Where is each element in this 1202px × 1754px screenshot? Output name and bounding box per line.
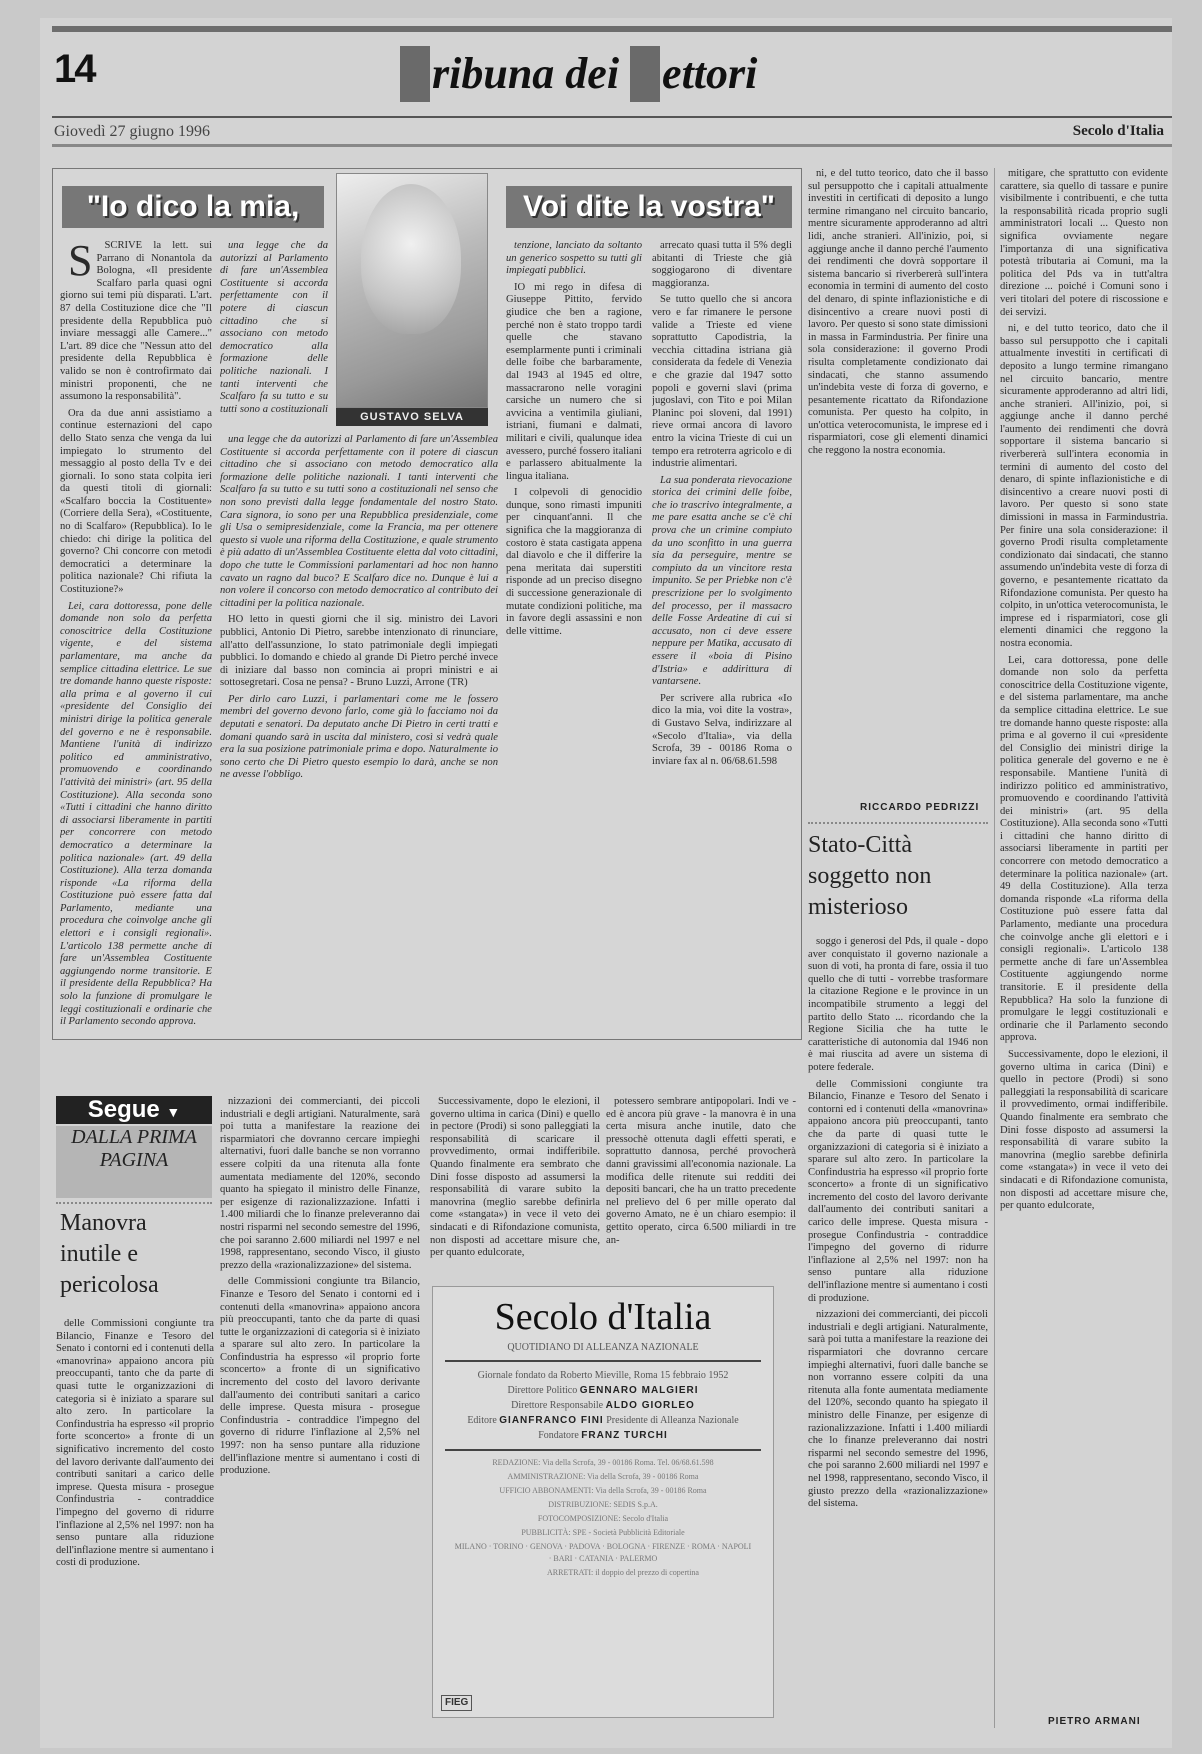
editor-label: Editore — [467, 1415, 497, 1426]
rubric-column-2 — [220, 240, 328, 416]
manovra-column-2 — [220, 1096, 420, 1722]
letter-text-3b: IO mi rego in difesa di Giuseppe Pittito, fervido giudice che ben a ragione, perché non è stato troppo tardi quelle che stavano esemplarmente punti i criminali delle foibe che barbaramente, dal 1943 al 1945 ed oltre, massacrarono nelle voragini carsiche un numero che si avvicina a ventimila giuliani, istriani, fiumani e dalmati, militari e civili, qualunque idea avessero, purché fossero italiani e parlassero abitualmente la lingua italiana. — [506, 281, 642, 482]
colophon-detail: UFFICIO ABBONAMENTI: Via della Scrofa, 39 - 00186 Roma — [499, 1486, 707, 1495]
issue-date: Giovedì 27 giugno 1996 — [54, 123, 210, 140]
top-rule — [52, 26, 1172, 32]
manovra-column-3 — [430, 1096, 600, 1272]
stato-citta-text-1: soggo i generosi del Pds, il quale - dopo aver conquistato il governo nazionale a suon di voti, ha pronta di fare, ossia il tuo quello che di tutti - vorrebbe trasformare la citazione Regione e le province in un incompatibile strumento a leggi del partito dello Stato ... ricordando che la Regione Sicilia che ha tutte le caratteristiche di autonomia dal 1946 non è mai riuscita ad avere un sistema di potere federale. — [808, 936, 988, 1073]
resp-label: Direttore Responsabile — [511, 1400, 604, 1411]
fieg-logo: FIEG — [441, 1695, 472, 1711]
reply-text-2-cont: una legge che da autorizzi al Parlamento di fare un'Assemblea Costituente si accorda perfettamente con il potere di ciascun cittadino che si associano con metodo democratico alla formazione delle politiche nazionali. I tanti interventi che Scalfaro fa su tutto e su tutti sono a costituzionali nel senso che non sono previsti dalla legge fondamentale del nostro Stato. Cara signora, io sono per una Repubblica presidenziale, come gli Usa o semipresidenziale, come la Francia, ma per ottenere questo si vuole una riforma della Costituzione, e quale strumento è più adatto di un'Assemblea Costituente eletta dal voto cittadini, dopo che tutte le Commissioni parlamentari ad hoc non hanno cavato un ragno dal buco? E Scalfaro dice no. Dunque è lui a non volere il concorso con metodo democratico al contributo dei cittadini per la politica nazionale. — [220, 434, 498, 609]
segue-label — [56, 1096, 212, 1124]
director-label: Direttore Politico — [507, 1385, 578, 1396]
rubric-title-left: "Io dico la mia, — [62, 186, 324, 228]
founder-name: FRANZ TURCHI — [581, 1430, 668, 1441]
reply-text-2: una legge che da autorizzi al Parlamento di fare un'Assemblea Costituente si accorda perfettamente con il potere di ciascun cittadino che si associano con metodo democratico alla formazione delle politiche nazionali. I tanti interventi che Scalfaro fa su tutto e su tutti sono a costituzionali — [220, 240, 328, 415]
section-masthead — [400, 46, 840, 112]
letter-text-1b: Ora da due anni assistiamo a continue esternazioni del capo dello Stato senza che venga da lui impiegato lo strumento del messaggio al posto della Tv e dei giornali. Io sono stata colpita ieri da questi titoli di giornali: «Scalfaro boccia la Costituente» (Corriere della Sera), «Costituente, no di Scalfaro» (Repubblica). Io le chiedo: chi dirige la politica del governo? Chi concorre con metodi democratici a determinare la politica nazionale? Chi rifiuta la Costituzione?» — [60, 407, 212, 596]
rubric-title-right: Voi dite la vostra" — [506, 186, 792, 228]
newspaper-page — [40, 18, 1172, 1748]
colophon-director — [433, 1383, 773, 1398]
brand-name: Secolo d'Italia — [1072, 123, 1164, 139]
letter-text-1a: SCRIVE la lett. sui Parrano di Nonantola da Bologna, «Il presidente Scalfaro parla quasi ogni giorno sui temi più disparati. L'art. 87 della Costituzione dice che "Il presidente della Repubblica può inviare messaggi alle Camere..." L'art. 89 dice che "Nessun atto del presidente della Repubblica è valido se non è controfirmato dai ministri proponenti, che ne assumono la responsabilità". — [60, 240, 212, 403]
pedrizzi-text: ni, e del tutto teorico, dato che il basso sul persuppotto che i capitali attualmente investiti in certificati di deposito a lungo termine rimangano nel circuito bancario, mentre sicuramente approderanno ad altri lidi, anche stranieri. All'inizio, poi, si aggiunge anche il danno perché l'aumento dei rendimenti che dovrà sopportare il sistema bancario si riverbererà sull'intera economia in termini di aumento del costo del denaro, di spinte inflazionistiche e di disincentivo a creare nuovi posti di lavoro. Per questo si sono state dimissioni in massa in Farmindustria. Per finire una sola considerazione: il governo Prodi risulta completamente condizionato dai sindacati, che stanno assumendo un'indebita veste di forza di governo, e pesantemente ricattato da Rifondazione comunista. Per questo ha colpito, in un'ottica veterocomunista, le imprese ed i risparmiatori, cose gli elementi dinamici che reggono la nostra economia. — [808, 168, 988, 457]
colophon-rule — [445, 1360, 761, 1362]
masthead-text-2: ettori — [662, 49, 758, 98]
colophon-detail: MILANO · TORINO · GENOVA · PADOVA · BOLOGNA · FIRENZE · ROMA · NAPOLI · BARI · CATANIA · PALERMO — [454, 1542, 752, 1563]
masthead-letter-block-l — [630, 46, 660, 102]
colophon-box — [432, 1286, 774, 1718]
triangle-down-icon: ▼ — [166, 1104, 181, 1120]
manovra-text-3: Successivamente, dopo le elezioni, il governo ultima in carica (Dini) e quello in pectore (Prodi) si sono palleggiati la responsabilità di scaricare il provvedimento, ormai indifferibile. Quando finalmente era sembrato che Dini fosse disposto ad assumersi la responsabilità di varare subito la manovrina (meglio sarebbe definirla come «stangata») in vece il veto dei sindacati e di Rifondazione comunista, non disposti ad accettare misure che, per quanto edulcorate, — [430, 1096, 600, 1259]
column-rule — [994, 168, 995, 1728]
drop-cap-s: S — [68, 240, 93, 285]
brand-rule — [52, 144, 1172, 147]
photo-caption: GUSTAVO SELVA — [336, 408, 488, 426]
manovra-headline: Manovra inutile e pericolosa — [60, 1210, 159, 1298]
reply-text-4: La sua ponderata rievocazione storica dei crimini delle foibe, che io trascrivo integralmente, a me pare esatta anche se c'è chi prova che un crimine compiuto da uno sconfitto in una guerra sia da perseguire, mentre se compiuto da un vincitore resta impunito. Se per Priebke non c'è prescrizione per lo svolgimento del processo, per il massacro delle Fosse Ardeatine di cui si accusato, non ci deve essere neppure per Matika, accusato di essere il «boia di Pisino d'Istria» e addirittura di vantarsene. — [652, 474, 792, 688]
stato-citta-text-2c: Lei, cara dottoressa, pone delle domande non solo da perfetta conoscitrice della Costituzione vigente, e del sistema parlamentare, ma anche da semplice cittadina elettrice. Le sue tre domande hanno queste risposte: alla prima e al governo il cui «presidente del Consiglio dei ministri dirige la politica generale del governo e ne è responsabile. Mantiene l'unità di indirizzo politico ed amministrativo, promuovendo e coordinando l'attività dei ministri» (art. 95 della Costituzione). Alla seconda sono «Tutti i cittadini che hanno diritto di associarsi liberamente in partiti per concorrere con metodo democratico a determinare la politica nazionale» (art. 49 della Costituzione). Alla terza domanda risponde «La riforma della Costituzione può essere fatta dal Parlamento, mediante una procedura che coinvolge anche gli elettori e i consigli regionali». L'articolo 138 permette anche di fare un'Assemblea Costituente aggiungendo norme transitorie. E il presidente della Repubblica? Ha solo la funzione di promulgare le leggi costituzionali e ordinarie che il Parlamento secondo approva. — [1000, 654, 1168, 1044]
colophon-detail: DISTRIBUZIONE: SEDIS S.p.A. — [548, 1500, 658, 1509]
pedrizzi-byline: RICCARDO PEDRIZZI — [860, 802, 980, 813]
colophon-founder — [433, 1428, 773, 1443]
colophon-detail: ARRETRATI: il doppio del prezzo di copertina — [547, 1568, 699, 1577]
portrait-face — [361, 184, 461, 334]
stato-citta-column-1 — [808, 936, 988, 1722]
stato-citta-text-1c: nizzazioni dei commercianti, dei piccoli industriali e degli artigiani. Naturalmente, sarà poi tutta a manifestare la reazione dei risparmiatori che dovranno cercare impieghi alternativi, fuori dalle banche se non vorranno essere colpiti da una ritenuta alla fonte aumentata mediamente del 120%, secondo quanto ha spiegato il ministro delle Finanze, per esigenze di razionalizzazione. Infatti i 1.400 miliardi che lo finanze preleveranno dai nostri risparmi nel secondo semestre del 1996, che poi saranno 2.600 miliardi nel 1997 e nel 1998, rappresentano, secondo Visco, il giusto prezzo della «razionalizzazione» del sistema. — [808, 1309, 988, 1510]
manovra-column-1 — [56, 1318, 214, 1722]
masthead-letter-block-t — [400, 46, 430, 102]
editor-name: GIANFRANCO FINI — [499, 1415, 604, 1426]
colophon-detail: AMMINISTRAZIONE: Via della Scrofa, 39 - 00186 Roma — [507, 1472, 699, 1481]
author-photo — [336, 173, 488, 408]
stato-citta-text-2: mitigare, che sprattutto con evidente carattere, sia quello di tassare e punire visibilmente i contribuenti, e che tutta la responsabilità ricada proprio sugli amministratori locali ... Questo non significa ovviamente negare l'importanza di una significativa potestà tributaria ai Comuni, ma la politica del Pds va in tutt'altra direzione ... poiché i Comuni sono i veri titolari del potere di riscossione e dei servizi. — [1000, 168, 1168, 318]
header-rule — [52, 116, 1172, 118]
stato-citta-text-2b: ni, e del tutto teorico, dato che il basso sul persuppotto che i capitali attualmente investiti in certificati di deposito a lungo termine rimangano nel circuito bancario, mentre sicuramente approderanno ad altri lidi, anche stranieri. All'inizio, poi, si aggiunge anche il danno perché l'aumento dei rendimenti che dovrà sopportare il sistema bancario si riverbererà sull'intera economia in termini di aumento del costo del denaro, di spinte inflazionistiche e di disincentivo a creare nuovi posti di lavoro. Per questo si sono state dimissioni in massa in Farmindustria. Per finire una sola considerazione: il governo Prodi risulta completamente condizionato dai sindacati, che stanno assumendo un'indebita veste di forza di governo, e pesantemente ricattato da Rifondazione comunista. Per questo ha colpito, in un'ottica veterocomunista, le imprese ed i risparmiatori, cose gli elementi dinamici che reggono la nostra economia. — [1000, 323, 1168, 649]
letter-text-2b: HO letto in questi giorni che il sig. ministro dei Lavori pubblici, Antonio Di Pietro, sarebbe intenzionato di rinunciare, all'atto dell'assunzione, lo stato patrimoniale degli impiegati pubblici. Io domando e chiedo al grande Di Pietro perché invece di iniziare dal basso non comincia ai propri ministri e ai sottosegretari. Cosa ne pensa? - Bruno Luzzi, Arrone (TR) — [220, 614, 498, 689]
reply-text-1: Lei, cara dottoressa, pone delle domande non solo da perfetta conoscitrice della Costituzione vigente, e del sistema parlamentare, ma anche da semplice cittadina elettrice. Le sue tre domande hanno queste risposte: alla prima e al governo il cui «presidente del Consiglio dei ministri dirige la politica generale del governo e ne è responsabile. Mantiene l'unità di indirizzo politico ed amministrativo, promuovendo e coordinando l'attività dei ministri» (art. 95 della Costituzione). Alla seconda sono «Tutti i cittadini che hanno diritto di associarsi liberamente in partiti per concorrere con metodo democratico a determinare la politica nazionale» (art. 49 della Costituzione). Alla terza domanda risponde «La riforma della Costituzione può essere fatta dal Parlamento, mediante una procedura che coinvolge anche gli elettori e i consigli regionali». L'articolo 138 permette anche di fare un'Assemblea Costituente aggiungendo norme transitorie. E il presidente della Repubblica? Ha solo la funzione di promulgare le leggi costituzionali e ordinarie che il Parlamento secondo approva. — [60, 600, 212, 1028]
manovra-text-1: delle Commissioni congiunte tra Bilancio, Finanze e Tesoro del Senato i contorni ed i contenuti della «manovrina» appaiono ancora più preoccupanti, tanto che da parte di quasi tutte le organizzazioni di categoria si è iniziato a sparare sul alto zero. In particolare la Confindustria ha espresso «il proprio forte sconcerto» a fronte di un significativo incremento del costo del lavoro derivante dall'aumento dei contributi sanitari a carico delle imprese. Questa misura - prosegue Confindustria - contraddice l'impegno del governo di ridurre l'inflazione al 2,5% nel 1997: non ha senso puntare alla riduzione dell'inflazione mentre si aumentano i costi di produzione. — [56, 1318, 214, 1569]
editor-role: Presidente di Alleanza Nazionale — [606, 1415, 739, 1426]
letter-text-4b: Se tutto quello che si ancora vero e far rimanere le persone valide a Trieste ed viene soprattutto Capodistria, la vecchia cittadina istriana già considerata da fedele di Venezia e che grazie dal 1947 sotto popoli e governi slavi (prima jugoslavi, con Tito e poi Milan Planinc poi sloveni, dal 1991) rieve ormai ancora di lavoro entro la vicina Trieste di cui un tempo era retroterra agricolo e di industrie alimentari. — [652, 294, 792, 470]
reply-text-3: tenzione, lanciato da soltanto un generico sospetto su tutti gli impiegati pubblici. — [506, 240, 642, 277]
colophon-rule-2 — [445, 1449, 761, 1451]
reply-text-2b: Per dirlo caro Luzzi, i parlamentari come me le fossero membri del governo devono farlo, come già lo facciamo noi da deputati e senatori. Da deputato anche Di Pietro in certi tratti e domani quando sarà in uscita dal ministero, così si vedrà quale era la sua posizione patrimoniale prima e dopo. Naturalmente io sono certo che Di Pietro questo esempio lo darà, anche se non ne avesse l'obbligo. — [220, 693, 498, 781]
colophon-detail: FOTOCOMPOSIZIONE: Secolo d'Italia — [537, 1514, 669, 1523]
stato-citta-text-1b: delle Commissioni congiunte tra Bilancio, Finanze e Tesoro del Senato i contorni ed i contenuti della «manovrina» appaiono ancora più preoccupanti, tanto che da parte di quasi tutte le organizzazioni di categoria si è iniziato a sparare sul alto zero. In particolare la Confindustria ha espresso «il proprio forte sconcerto» a fronte di un significativo incremento del costo del lavoro derivante dall'aumento dei contributi sanitari a carico delle imprese. Questa misura - prosegue Confindustria - contraddice l'impegno del governo di ridurre l'inflazione al 2,5% nel 1997: non ha senso puntare alla riduzione dell'inflazione mentre si aumentano i costi di produzione. — [808, 1078, 988, 1304]
manovra-divider — [56, 1202, 212, 1204]
rubric-column-4 — [652, 240, 792, 1030]
colophon-resp — [433, 1398, 773, 1413]
founder-label: Fondatore — [538, 1430, 579, 1441]
colophon-logo: Secolo d'Italia — [494, 1296, 712, 1338]
armani-byline: PIETRO ARMANI — [1048, 1716, 1141, 1727]
letter-text-4: arrecato quasi tutta il 5% degli abitanti di Trieste che già soggiogarono di diventare maggioranza. — [652, 240, 792, 289]
rubric-column-3 — [506, 240, 642, 1030]
director-name: GENNARO MALGIERI — [579, 1385, 699, 1396]
section-divider — [808, 822, 988, 824]
rubric-column-1 — [60, 240, 212, 1030]
masthead-text-1: ribuna dei — [432, 49, 631, 98]
resp-name: ALDO GIORLEO — [605, 1400, 695, 1411]
manovra-text-2: nizzazioni dei commercianti, dei piccoli industriali e degli artigiani. Naturalmente, sarà poi tutta a manifestare la reazione dei risparmiatori che dovranno cercare impieghi alternativi, fuori dalle banche se non vorranno essere colpiti da una ritenuta alla fonte aumentata mediamente del 120%, secondo quanto ha spiegato il ministro delle Finanze, per esigenze di razionalizzazione. Infatti i 1.400 miliardi che lo finanze preleveranno dai nostri risparmi nel secondo semestre del 1996, che poi saranno 2.600 miliardi nel 1997 e nel 1998, rappresentano, secondo Visco, il giusto prezzo della «razionalizzazione» del sistema. — [220, 1096, 420, 1271]
manovra-text-4: potessero sembrare antipopolari. Indi ve - ed è ancora più grave - la manovra è in una certa misura anche inutile, dato che pressochè ottenuta dagli effetti sperati, e soprattutto dannosa, perché provocherà danni gravissimi all'economia nazionale. La modifica delle ritenute sui redditi dei depositi bancari, che ha un tratto precedente nel prelievo del 6 per mille operato dal governo Amato, ne è un chiaro esempio: il gettito operato, circa 6.500 miliardi in tre an- — [606, 1096, 796, 1246]
colophon-founded: Giornale fondato da Roberto Mieville, Roma 15 febbraio 1952 — [477, 1370, 729, 1381]
colophon-subtitle: QUOTIDIANO DI ALLEANZA NAZIONALE — [507, 1342, 699, 1353]
letter-text-3c: I colpevoli di genocidio dunque, sono rimasti impuniti per cinquant'anni. Il che significa che la maggioranza di costoro è stata castigata appena dal diavolo e che il differire la pena meritata dai superstiti risponde ad un preciso disegno di successione generazionale di mutate condizioni politiche, ma in favore degli assassini e non delle vittime. — [506, 487, 642, 637]
manovra-text-2b: delle Commissioni congiunte tra Bilancio, Finanze e Tesoro del Senato i contorni ed i contenuti della «manovrina» appaiono ancora più preoccupanti, tanto che da parte di quasi tutte le organizzazioni di categoria si è iniziato a sparare sul alto zero. In particolare la Confindustria ha espresso «il proprio forte sconcerto» a fronte di un significativo incremento del costo del lavoro derivante dall'aumento dei contributi sanitari a carico delle imprese. Questa misura - prosegue Confindustria - contraddice l'impegno del governo di ridurre l'inflazione al 2,5% nel 1997: non ha senso puntare alla riduzione dell'inflazione mentre si aumentano i costi di produzione. — [220, 1276, 420, 1477]
stato-citta-text-2d: Successivamente, dopo le elezioni, il governo ultima in carica (Dini) e quello in pectore (Prodi) si sono palleggiati la responsabilità di scaricare il provvedimento, ormai indifferibile. Quando finalmente era sembrato che Dini fosse disposto ad assumersi la responsabilità di varare subito la manovrina (meglio sarebbe definirla come «stangata») in vece il veto dei sindacati e di Rifondazione comunista, non disposti ad accettare misure che, per quanto edulcorate, — [1000, 1048, 1168, 1212]
stato-citta-headline: Stato-Città soggetto non misterioso — [808, 832, 932, 920]
colophon-detail: REDAZIONE: Via della Scrofa, 39 - 00186 Roma. Tel. 06/68.61.598 — [492, 1458, 714, 1467]
rubric-column-2-lower — [220, 434, 498, 1030]
page-number: 14 — [54, 47, 95, 91]
stato-citta-column-2 — [1000, 168, 1168, 1704]
colophon-detail: PUBBLICITÀ: SPE - Società Pubblicità Editoriale — [521, 1528, 685, 1537]
segue-text: Segue — [87, 1096, 160, 1123]
pedrizzi-column — [808, 168, 988, 792]
dalla-prima-pagina-label: DALLA PRIMA PAGINA — [56, 1126, 212, 1198]
manovra-column-4 — [606, 1096, 796, 1272]
contact-info: Per scrivere alla rubrica «Io dico la mia, voi dite la vostra», di Gustavo Selva, indirizzare al «Secolo d'Italia», via della Scrofa, 39 - 00186 Roma o inviare fax al n. 06/68.61.598 — [652, 692, 792, 767]
colophon-editor — [433, 1413, 773, 1428]
